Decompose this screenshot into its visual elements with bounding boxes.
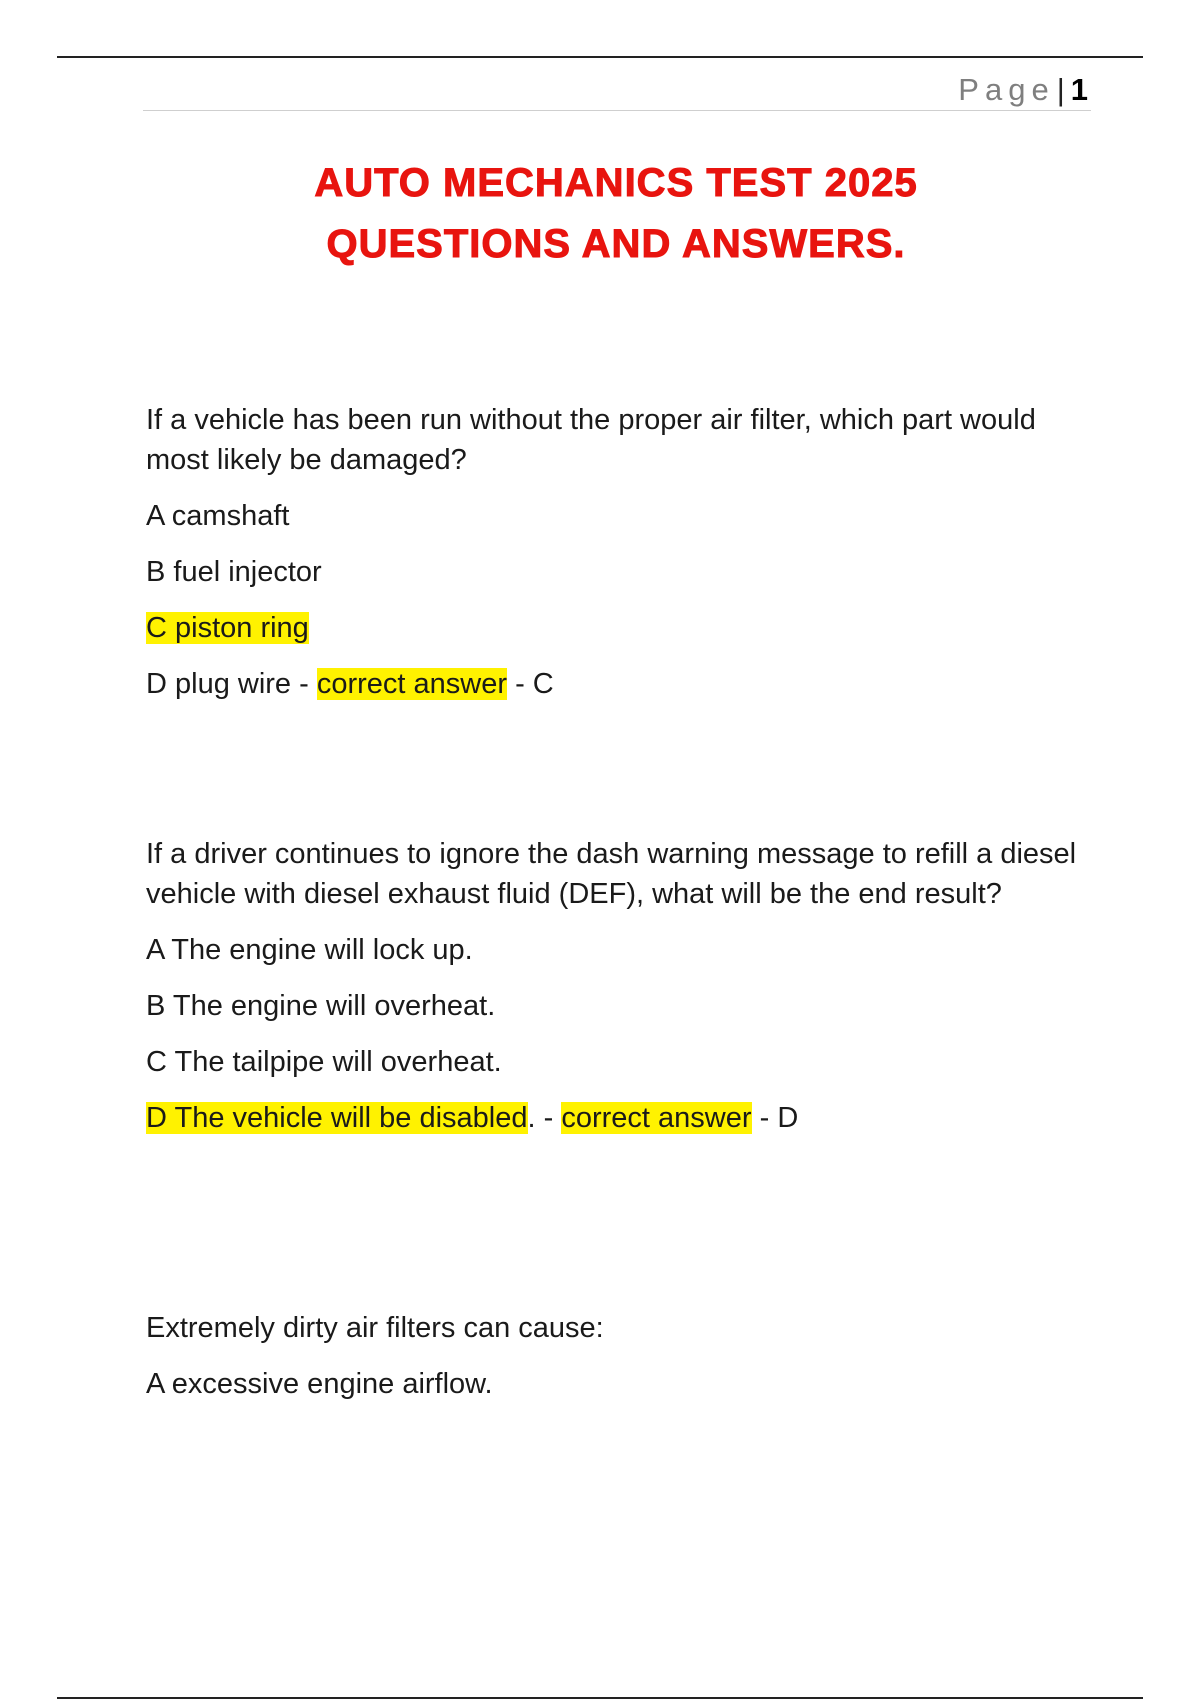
page-number — [958, 72, 1088, 108]
page-number-value: 1 — [1070, 72, 1088, 107]
option-a: A camshaft — [146, 500, 290, 532]
top-border — [57, 56, 1143, 58]
correct-answer-label: correct answer — [316, 668, 508, 700]
question-block-3 — [146, 1308, 1106, 1420]
option-c: C The tailpipe will overheat. — [146, 1046, 502, 1078]
bottom-border — [57, 1697, 1143, 1699]
title-line-1: AUTO MECHANICS TEST 2025 — [314, 161, 918, 205]
option-d — [146, 1098, 1106, 1138]
option-b: B fuel injector — [146, 556, 322, 588]
answer-separator: - — [751, 1102, 778, 1134]
option-a: A The engine will lock up. — [146, 934, 473, 966]
option-c — [146, 608, 1106, 648]
option-d-text: D plug wire — [146, 668, 292, 700]
highlighted-option-c: C piston ring — [146, 612, 309, 644]
question-text: Extremely dirty air filters can cause: — [146, 1312, 604, 1344]
answer-prefix: - — [291, 668, 317, 700]
title-line-2: QUESTIONS AND ANSWERS. — [326, 222, 906, 266]
correct-answer-label: correct answer — [561, 1102, 752, 1134]
option-b: B The engine will overheat. — [146, 990, 496, 1022]
option-d-suffix: . — [527, 1102, 536, 1134]
option-a: A excessive engine airflow. — [146, 1368, 493, 1400]
page-separator: | — [1056, 72, 1065, 107]
correct-answer-letter: D — [777, 1102, 799, 1134]
header-rule — [143, 110, 1091, 111]
question-text: If a vehicle has been run without the proper air filter, which part would most likely be damaged? — [146, 404, 1036, 476]
answer-separator: - — [507, 668, 533, 700]
option-d — [146, 664, 1106, 704]
answer-prefix: - — [535, 1102, 562, 1134]
page-label: Page — [958, 72, 1055, 107]
document-title — [0, 153, 1200, 275]
question-block-1 — [146, 400, 1106, 720]
question-block-2 — [146, 834, 1106, 1154]
correct-answer-letter: C — [532, 668, 554, 700]
highlighted-option-d: D The vehicle will be disabled — [146, 1102, 528, 1134]
question-text: If a driver continues to ignore the dash warning message to refill a diesel vehicle with diesel exhaust fluid (DEF), what will be the end result? — [146, 838, 1077, 910]
